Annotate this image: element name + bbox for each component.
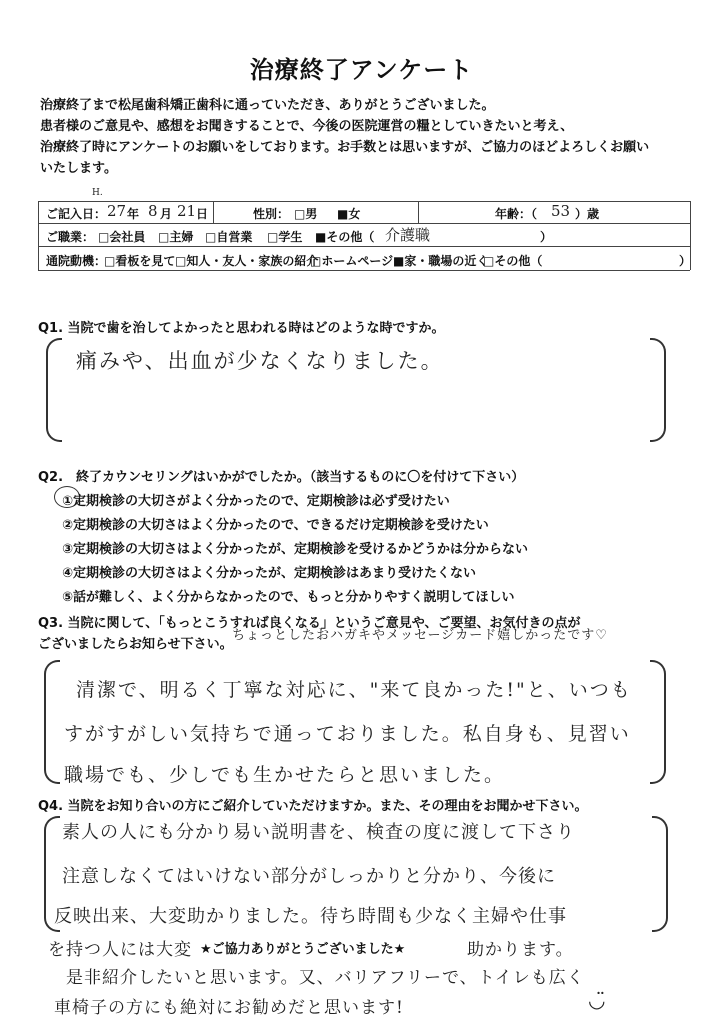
gender-female-checkbox[interactable]: ■女 <box>337 207 361 221</box>
q4-question: Q4. 当院をお知り合いの方にご紹介していただけますか。また、その理由をお聞かせ下さい。 <box>38 799 588 814</box>
q4-answer-line5[interactable]: 助かります。 <box>467 940 574 960</box>
q3-question-line1: Q3. 当院に関して、「もっとこうすれば良くなる」というご意見や、ご要望、お気付きの点が <box>38 616 581 631</box>
q1-bracket-right <box>650 338 666 442</box>
gender-male-checkbox[interactable]: □男 <box>294 207 318 221</box>
job-label: ご職業： <box>46 230 95 244</box>
job-other-value[interactable]: 介護職 <box>385 226 431 244</box>
q1-bracket-left <box>46 338 62 442</box>
intro-line-4: いたします。 <box>40 161 117 176</box>
q4-answer-line6[interactable]: 是非紹介したいと思います。又、バリアフリーで、トイレも広く <box>66 968 585 988</box>
q2-option-5[interactable]: ⑤話が難しく、よく分からなかったので、もっと分かりやすく説明してほしい <box>62 590 515 605</box>
motive-option-other[interactable]: □その他（ <box>483 254 543 268</box>
q3-bracket-right <box>650 660 666 784</box>
q2-option-1[interactable]: ①定期検診の大切さがよく分かったので、定期検診は必ず受けたい <box>62 494 450 509</box>
age-label: 年齢：（ <box>495 207 538 221</box>
intro-line-2: 患者様のご意見や、感想をお聞きすることで、今後の医院運営の糧としていきたいと考え、 <box>40 119 574 134</box>
q2-option-2[interactable]: ②定期検診の大切さはよく分かったので、できるだけ定期検診を受けたい <box>62 518 489 533</box>
q4-bracket-right <box>652 816 668 932</box>
gender-label: 性別： <box>253 207 290 221</box>
job-option-self-employed[interactable]: □自営業 <box>205 230 253 244</box>
date-year-unit: 年 <box>127 207 140 221</box>
job-option-other[interactable]: ■その他（ <box>315 230 375 244</box>
date-label: ご記入日： <box>46 207 107 221</box>
page-title: 治療終了アンケート <box>249 56 474 84</box>
q2-option-4[interactable]: ④定期検診の大切さはよく分かったが、定期検診はあまり受けたくない <box>62 566 477 581</box>
motive-label: 通院動機： <box>46 254 107 268</box>
date-month-unit: 月 <box>160 207 173 221</box>
q4-answer-line4[interactable]: を持つ人には大変 <box>48 940 192 960</box>
q3-note[interactable]: ちょっとしたおハガキやメッセージカード嬉しかったです♡ <box>232 628 608 643</box>
era-mark: H. <box>92 188 103 198</box>
q4-answer-line7[interactable]: 車椅子の方にも絶対にお勧めだと思います! <box>54 998 404 1018</box>
date-month[interactable]: 8 <box>148 202 158 220</box>
motive-option-referral[interactable]: □知人・友人・家族の紹介 <box>175 254 319 268</box>
motive-option-near[interactable]: ■家・職場の近く <box>393 254 489 268</box>
q4-answer-line1[interactable]: 素人の人にも分かり易い説明書を、検査の度に渡して下さり <box>62 822 575 843</box>
intro-line-1: 治療終了まで松尾歯科矯正歯科に通っていただき、ありがとうございました。 <box>40 98 495 113</box>
q3-answer-line2[interactable]: すがすがしい気持ちで通っておりました。私自身も、見習い <box>64 723 631 745</box>
motive-close-paren: ） <box>679 254 692 268</box>
job-close-paren: ） <box>540 230 553 244</box>
date-year[interactable]: 27 <box>107 202 127 220</box>
q1-answer[interactable]: 痛みや、出血が少なくなりました。 <box>76 349 444 373</box>
intro-line-3: 治療終了時にアンケートのお願いをしております。お手数とは思いますが、ご協力のほどよろしくお願い <box>40 140 650 155</box>
motive-option-homepage[interactable]: □ホームページ <box>310 254 394 268</box>
q4-answer-line3[interactable]: 反映出来、大変助かりました。待ち時間も少なく主婦や仕事 <box>54 906 567 927</box>
date-day[interactable]: 21 <box>177 202 197 220</box>
job-option-student[interactable]: □学生 <box>267 230 303 244</box>
q3-answer-line1[interactable]: 清潔で、明るく丁寧な対応に、"来て良かった!"と、いつも <box>76 679 632 701</box>
motive-option-sign[interactable]: □看板を見て <box>104 254 176 268</box>
q2-question: Q2. 終了カウンセリングはいかがでしたか。（該当するものに〇を付けて下さい） <box>38 470 525 485</box>
age-value[interactable]: 53 <box>551 202 571 220</box>
q3-question-line2: ございましたらお知らせ下さい。 <box>38 637 233 652</box>
q3-bracket-left <box>44 660 60 784</box>
thanks-message: ★ご協力ありがとうございました★ <box>200 942 406 957</box>
q4-answer-line2[interactable]: 注意しなくてはいけない部分がしっかりと分かり、今後に <box>62 866 556 887</box>
q1-question: Q1. 当院で歯を治してよかったと思われる時はどのような時ですか。 <box>38 321 445 336</box>
date-day-unit: 日 <box>196 207 209 221</box>
job-option-company[interactable]: □会社員 <box>98 230 146 244</box>
smile-icon: ◡̈ <box>588 988 606 1012</box>
q3-answer-line3[interactable]: 職場でも、少しでも生かせたらと思いました。 <box>64 764 506 786</box>
age-suffix: ）歳 <box>575 207 600 221</box>
q2-option-3[interactable]: ③定期検診の大切さはよく分かったが、定期検診を受けるかどうかは分からない <box>62 542 529 557</box>
job-option-housewife[interactable]: □主婦 <box>158 230 194 244</box>
